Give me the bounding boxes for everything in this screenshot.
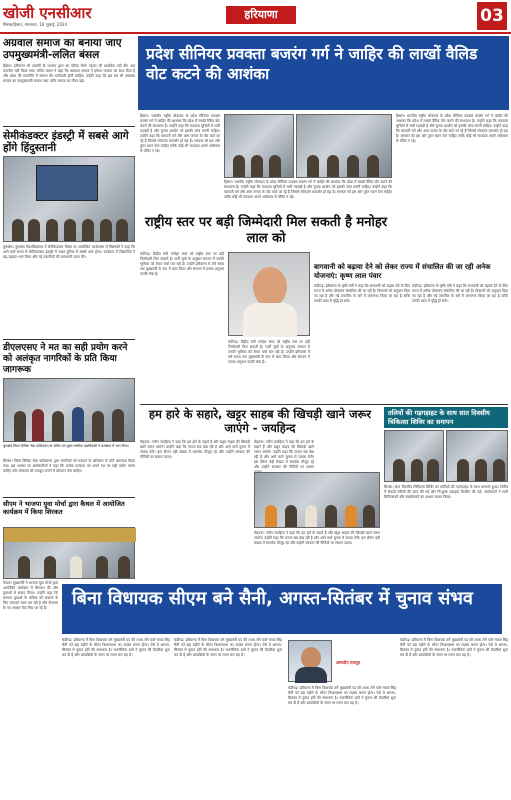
section-label: हरियाणा <box>226 6 296 24</box>
lead-article-body-3: हिसार। भारतीय राष्ट्रीय लोकदल के प्रदेश सीनियर प्रवक्ता बजरंग गर्ग ने जाहिर की आशंका कि प्रदेश में लाखों वैलिड वोट कटने की संभावना है। उन्होंने कहा कि मतदाता सूचियों में भारी गड़बड़ी है और चुनाव आयोग को इसकी जांच करनी चाहिए। उन्होंने कहा कि व्यापारी वर्ग और आम जनता के वोट काटे जा रहे हैं जिससे लोकतंत्र कमजोर हो रहा है। सरकार को इस ओर तुरंत ध्यान देना चाहिए ताकि कोई भी मतदाता अपने अधिकार से वंचित न रहे। <box>396 114 508 143</box>
article-3-caption: कुरुक्षेत्र-जिला विधिक सेवा प्राधिकरण के सचिव एवं मुख्य न्यायिक दंडाधिकारी ने कार्यक्रम में भाग लिया। <box>3 444 129 448</box>
article-7-body: चंडीगढ़। हरियाणा के कृषि मंत्री ने कहा कि बागवानी को बढ़ावा देने के लिए राज्य में अनेक योजनाएं संचालित की जा रही हैं। किसानों को अनुदान दिया जा रहा है और नई तकनीक के बारे में जागरूक किया जा रहा है ताकि उनकी आय में वृद्धि हो सके। <box>314 284 410 303</box>
dlsa-event-photo <box>3 378 135 442</box>
lead-banner-headline: प्रदेश सीनियर प्रवक्ता बजरंग गर्ग ने जाहिर की लाखों वैलिड वोट कटने की आशंका <box>138 36 509 110</box>
divider <box>3 339 135 340</box>
article-2-body: कुरुक्षेत्र। कुरुक्षेत्र विश्वविद्यालय में सेमीकंडक्टर विषय पर आयोजित कार्यशाला में विशेषज्ञों ने कहा कि आने वाले समय में सेमीकंडक्टर इंडस्ट्री में भारत दुनिया में सबसे आगे होगा। कार्यक्रम में विद्यार्थियों ने बढ़-चढ़कर भाग लिया और नई तकनीकों की जानकारी प्राप्त की। <box>3 245 135 259</box>
reporter-photo <box>288 640 332 682</box>
masthead <box>0 0 511 34</box>
lead-photo-2 <box>296 114 392 178</box>
cm-event-photo <box>3 527 135 579</box>
article-8-body-3: रोहतक। नवीन जयहिन्द ने कहा कि हम हारे के सहारे हैं और खट्टर साहब की खिचड़ी खाने जरूर जाएंगे। उन्होंने कहा कि जनता सब देख रही है और आने वाले चुनाव में जवाब देगी। इस दौरान बड़ी संख्या में समर्थक मौजूद रहे और उन्होंने सरकार की नीतियों पर सवाल उठाए। <box>254 531 380 545</box>
newspaper-logo: खोजी एनसीआर <box>3 4 92 22</box>
article-7-headline: बागवानी को बढ़ावा देने को लेकर राज्य में संचालित की जा रही अनेक योजनाएं: कृष्ण लाल पंवार <box>314 263 491 280</box>
camp-photo-2 <box>446 430 508 482</box>
article-10-byline: अमरदीप राजपूत <box>336 660 361 665</box>
divider <box>140 404 508 405</box>
jayhind-photo <box>254 472 380 528</box>
article-8-headline: हम हारे के सहारे, खट्टर साहब की खिचड़ी खाने जरूर जाएंगे - जयहिन्द <box>148 407 372 435</box>
article-7-body-2: चंडीगढ़। हरियाणा के कृषि मंत्री ने कहा कि बागवानी को बढ़ावा देने के लिए राज्य में अनेक योजनाएं संचालित की जा रही हैं। किसानों को अनुदान दिया जा रहा है और नई तकनीक के बारे में जागरूक किया जा रहा है ताकि उनकी आय में वृद्धि हो सके। <box>412 284 508 303</box>
divider <box>3 497 135 498</box>
article-10-body-3: चंडीगढ़। हरियाणा में बिना विधायक बने मुख्यमंत्री पद की शपथ लेने वाले नायब सिंह सैनी को छह महीने के भीतर विधानसभा का सदस्य बनना होगा। ऐसे में अगस्त-सितंबर में चुनाव होने की संभावना है। राजनीतिक दलों ने चुनाव की तैयारियां शुरू कर दी हैं और प्रत्याशियों के चयन पर मंथन चल रहा है। <box>288 686 396 705</box>
edition-date: सिरसा/हिसार, मंगलवार, 16 जुलाई, 2024 <box>3 22 68 27</box>
lead-photo-1 <box>224 114 294 178</box>
lead-article-body-2: हिसार। भारतीय राष्ट्रीय लोकदल के प्रदेश सीनियर प्रवक्ता बजरंग गर्ग ने जाहिर की आशंका कि प्रदेश में लाखों वैलिड वोट कटने की संभावना है। उन्होंने कहा कि मतदाता सूचियों में भारी गड़बड़ी है और चुनाव आयोग को इसकी जांच करनी चाहिए। उन्होंने कहा कि व्यापारी वर्ग और आम जनता के वोट काटे जा रहे हैं जिससे लोकतंत्र कमजोर हो रहा है। सरकार को इस ओर तुरंत ध्यान देना चाहिए ताकि कोई भी मतदाता अपने अधिकार से वंचित न रहे। <box>224 180 392 199</box>
article-10-headline: बिना विधायक सीएम बने सैनी, अगस्त-सितंबर में चुनाव संभव <box>62 584 502 634</box>
article-9-body: सिरसा। सात दिवसीय चिकित्सा शिविर का तालियों की गड़गड़ाहट के साथ समापन हुआ। शिविर में सैकड़ों मरीजों की जांच की गई और निःशुल्क दवाइयां वितरित की गईं। आयोजकों ने सभी चिकित्सकों और स्वयंसेवकों का आभार व्यक्त किया। <box>384 485 508 499</box>
article-10-body-4: चंडीगढ़। हरियाणा में बिना विधायक बने मुख्यमंत्री पद की शपथ लेने वाले नायब सिंह सैनी को छह महीने के भीतर विधानसभा का सदस्य बनना होगा। ऐसे में अगस्त-सितंबर में चुनाव होने की संभावना है। राजनीतिक दलों ने चुनाव की तैयारियां शुरू कर दी हैं और प्रत्याशियों के चयन पर मंथन चल रहा है। <box>400 638 508 657</box>
article-6-body-2: चंडीगढ़। केंद्रीय मंत्री मनोहर लाल को राष्ट्रीय स्तर पर बड़ी जिम्मेदारी मिल सकती है। पार्टी सूत्रों के अनुसार संगठन में उनकी भूमिका को लेकर चर्चा चल रही है। उन्होंने हरियाणा में लंबे समय तक मुख्यमंत्री के रूप में काम किया और संगठन में उनका अनुभव काफी लंबा है। <box>228 340 310 364</box>
article-1-body: हिसार। हरियाणा भी उपमंत्री दी भाजपा द्वारा आ एवियां चेतन नहाया जी आयोग्रेस तदी की। अब राजनीत नहीं किया गया। ललित बंसल ने कहा कि अग्रवाल समाज ने हमेशा भाजपा का साथ दिया है और प्रदेश की राजनीति में समाज की भागीदारी होनी चाहिए। उन्होंने कहा कि इस बार भी अग्रवाल समाज का उपमुख्यमंत्री बनाया जाए ताकि समाज का गौरव बढ़े। <box>3 64 135 83</box>
article-6-body: चंडीगढ़। केंद्रीय मंत्री मनोहर लाल को राष्ट्रीय स्तर पर बड़ी जिम्मेदारी मिल सकती है। पार्टी सूत्रों के अनुसार संगठन में उनकी भूमिका को लेकर चर्चा चल रही है। उन्होंने हरियाणा में लंबे समय तक मुख्यमंत्री के रूप में काम किया और संगठन में उनका अनुभव काफी लंबा है। <box>140 252 224 276</box>
article-3-body: सिरसा। जिला विधिक सेवा प्राधिकरण द्वारा नागरिकों को मतदान के अधिकार के प्रति जागरूक किया गया। इस अवसर पर अधिकारियों ने कहा कि प्रत्येक मतदाता को अपने मत का सही प्रयोग करना चाहिए और लोकतंत्र को मजबूत बनाने में योगदान देना चाहिए। <box>3 459 135 473</box>
article-2-headline: सेमीकंडक्टर इंडस्ट्री में सबसे आगे होंगे हिंदुस्तानी <box>3 130 129 154</box>
article-10-body-2: चंडीगढ़। हरियाणा में बिना विधायक बने मुख्यमंत्री पद की शपथ लेने वाले नायब सिंह सैनी को छह महीने के भीतर विधानसभा का सदस्य बनना होगा। ऐसे में अगस्त-सितंबर में चुनाव होने की संभावना है। राजनीतिक दलों ने चुनाव की तैयारियां शुरू कर दी हैं और प्रत्याशियों के चयन पर मंथन चल रहा है। <box>174 638 282 657</box>
article-8-body-2: रोहतक। नवीन जयहिन्द ने कहा कि हम हारे के सहारे हैं और खट्टर साहब की खिचड़ी खाने जरूर जाएंगे। उन्होंने कहा कि जनता सब देख रही है और आने वाले चुनाव में जवाब देगी। इस दौरान बड़ी संख्या में समर्थक मौजूद रहे और उन्होंने सरकार की नीतियों पर सवाल <box>254 440 314 469</box>
article-4-body: कैथल। मुख्यमंत्री ने भाजपा युवा मोर्चा द्वारा आयोजित कार्यक्रम में शिरकत की और युवाओं से संवाद किया। उन्होंने कहा कि सरकार युवाओं के भविष्य को संवारने के लिए लगातार काम कर रही है और रोजगार के नए अवसर पैदा किए जा रहे हैं। <box>3 581 58 610</box>
manohar-lal-portrait <box>228 252 310 336</box>
article-1-headline: अग्रवाल समाज का बनाया जाए उपमुख्यमंत्री-ललित बंसल <box>3 37 122 61</box>
seminar-photo <box>3 156 135 242</box>
page-number: 03 <box>477 2 507 30</box>
lead-article-body: हिसार। भारतीय राष्ट्रीय लोकदल के प्रदेश सीनियर प्रवक्ता बजरंग गर्ग ने जाहिर की आशंका कि प्रदेश में लाखों वैलिड वोट कटने की संभावना है। उन्होंने कहा कि मतदाता सूचियों में भारी गड़बड़ी है और चुनाव आयोग को इसकी जांच करनी चाहिए। उन्होंने कहा कि व्यापारी वर्ग और आम जनता के वोट काटे जा रहे हैं जिससे लोकतंत्र कमजोर हो रहा है। सरकार को इस ओर तुरंत ध्यान देना चाहिए ताकि कोई भी मतदाता अपने अधिकार से वंचित न रहे। <box>140 114 220 153</box>
article-3-headline: डीएलएसए ने मत का सही प्रयोग करने को अलंकृत नागरिकों के प्रति किया जागरूक <box>3 343 128 375</box>
article-8-body: रोहतक। नवीन जयहिन्द ने कहा कि हम हारे के सहारे हैं और खट्टर साहब की खिचड़ी खाने जरूर जाएंगे। उन्होंने कहा कि जनता सब देख रही है और आने वाले चुनाव में जवाब देगी। इस दौरान बड़ी संख्या में समर्थक मौजूद रहे और उन्होंने सरकार की नीतियों पर सवाल उठाए। <box>140 440 250 459</box>
article-10-body: चंडीगढ़। हरियाणा में बिना विधायक बने मुख्यमंत्री पद की शपथ लेने वाले नायब सिंह सैनी को छह महीने के भीतर विधानसभा का सदस्य बनना होगा। ऐसे में अगस्त-सितंबर में चुनाव होने की संभावना है। राजनीतिक दलों ने चुनाव की तैयारियां शुरू कर दी हैं और प्रत्याशियों के चयन पर मंथन चल रहा है। <box>62 638 170 657</box>
divider <box>3 126 135 127</box>
camp-photo-1 <box>384 430 444 482</box>
article-6-headline: राष्ट्रीय स्तर पर बड़ी जिम्मेदारी मिल सकती है मनोहर लाल को <box>144 215 388 246</box>
article-4-headline: सीएम ने भाजपा युवा मोर्चा द्वारा कैथल में आयोजित कार्यक्रम में किया शिरकत <box>3 500 125 516</box>
article-9-headline: तलियों की गड़गड़ाहट के साथ सात दिवसीय चिकित्सा शिविर का समापन <box>384 407 508 428</box>
